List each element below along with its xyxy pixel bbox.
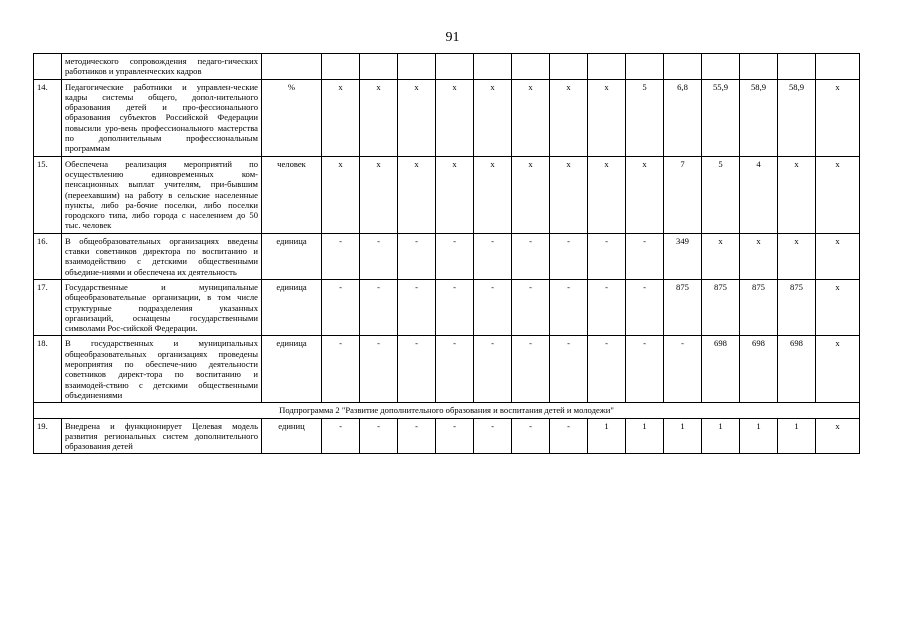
value-cell: 698 [778, 336, 816, 403]
value-cell: - [436, 418, 474, 454]
value-cell [816, 54, 860, 80]
value-cell: - [436, 279, 474, 335]
row-number: 14. [34, 79, 62, 156]
value-cell: x [778, 156, 816, 233]
value-cell: - [398, 418, 436, 454]
value-cell: - [550, 418, 588, 454]
value-cell: x [816, 418, 860, 454]
value-cell: 58,9 [778, 79, 816, 156]
value-cell: - [626, 336, 664, 403]
value-cell: x [398, 156, 436, 233]
value-cell: - [436, 233, 474, 279]
unit-cell: человек [262, 156, 322, 233]
value-cell: 1 [664, 418, 702, 454]
value-cell: 5 [626, 79, 664, 156]
value-cell: 1 [778, 418, 816, 454]
value-cell: - [550, 279, 588, 335]
unit-cell [262, 54, 322, 80]
indicator-description: Педагогические работники и управлен-ческие кадры системы общего, допол-нительного образования детей и про-фессионального образования субъектов Российской Федерации повысили уро-вень профессионального мастерства по дополнительным профессиональным программам [62, 79, 262, 156]
value-cell: - [322, 418, 360, 454]
unit-cell: единица [262, 279, 322, 335]
value-cell: - [512, 233, 550, 279]
value-cell: 875 [702, 279, 740, 335]
value-cell: x [436, 79, 474, 156]
value-cell: - [322, 336, 360, 403]
value-cell: x [512, 156, 550, 233]
value-cell: x [702, 233, 740, 279]
value-cell: - [360, 279, 398, 335]
value-cell: - [626, 233, 664, 279]
value-cell [702, 54, 740, 80]
value-cell: - [322, 279, 360, 335]
value-cell: x [588, 79, 626, 156]
row-number: 16. [34, 233, 62, 279]
row-number: 17. [34, 279, 62, 335]
value-cell: - [512, 418, 550, 454]
value-cell: - [550, 336, 588, 403]
value-cell: x [816, 279, 860, 335]
value-cell [778, 54, 816, 80]
value-cell: - [474, 279, 512, 335]
value-cell: 58,9 [740, 79, 778, 156]
value-cell: x [588, 156, 626, 233]
value-cell: - [436, 336, 474, 403]
indicator-description: методического сопровождения педаго-гических работников и управленческих кадров [62, 54, 262, 80]
value-cell: - [512, 279, 550, 335]
value-cell: x [816, 336, 860, 403]
value-cell: 7 [664, 156, 702, 233]
value-cell: - [588, 336, 626, 403]
value-cell: x [436, 156, 474, 233]
value-cell: 5 [702, 156, 740, 233]
value-cell: x [360, 79, 398, 156]
indicator-description: В общеобразовательных организациях введены ставки советников директора по воспитанию и взаимодействию с детскими общественными объедине-ниями и обеспечена их деятельность [62, 233, 262, 279]
value-cell: - [512, 336, 550, 403]
value-cell: x [474, 79, 512, 156]
indicator-description: Государственные и муниципальные общеобразовательные организации, в том числе структурные подразделения указанных организаций, оснащены государственными символами Рос-сийской Федерации. [62, 279, 262, 335]
value-cell: x [398, 79, 436, 156]
value-cell [588, 54, 626, 80]
value-cell: - [398, 233, 436, 279]
value-cell: x [474, 156, 512, 233]
value-cell [360, 54, 398, 80]
value-cell: 55,9 [702, 79, 740, 156]
value-cell: x [360, 156, 398, 233]
value-cell: - [398, 279, 436, 335]
row-number [34, 54, 62, 80]
table-row [34, 233, 860, 279]
value-cell: 4 [740, 156, 778, 233]
value-cell: 875 [778, 279, 816, 335]
value-cell: x [740, 233, 778, 279]
value-cell: - [626, 279, 664, 335]
value-cell: x [778, 233, 816, 279]
row-number: 15. [34, 156, 62, 233]
value-cell: - [322, 233, 360, 279]
value-cell: 349 [664, 233, 702, 279]
value-cell: x [512, 79, 550, 156]
value-cell: 1 [702, 418, 740, 454]
value-cell [322, 54, 360, 80]
indicator-description: В государственных и муниципальных общеобразовательных организациях проведены мероприятия по обеспече-нию деятельности советников директ-тора по воспитанию и взаимодей-ствию с детскими общественными объединениями [62, 336, 262, 403]
page-number: 91 [445, 30, 460, 45]
value-cell: - [360, 418, 398, 454]
subprogram-header-row [34, 403, 860, 418]
value-cell: 1 [740, 418, 778, 454]
unit-cell: % [262, 79, 322, 156]
value-cell: x [322, 156, 360, 233]
indicator-description: Обеспечена реализация мероприятий по осуществлению единовременных ком-пенсационных выплат учителям, при-бывшим (переехавшим) на работу в сельские населенные пункты, либо ра-бочие поселки, либо поселки городского типа, либо города с населением до 50 тыс. человек [62, 156, 262, 233]
value-cell [550, 54, 588, 80]
value-cell: x [550, 156, 588, 233]
value-cell: - [474, 418, 512, 454]
row-number: 18. [34, 336, 62, 403]
value-cell [474, 54, 512, 80]
table-row [34, 54, 860, 80]
value-cell: x [816, 79, 860, 156]
value-cell: 1 [626, 418, 664, 454]
value-cell: 6,8 [664, 79, 702, 156]
table-row [34, 79, 860, 156]
value-cell: - [664, 336, 702, 403]
subprogram-title: Подпрограмма 2 "Развитие дополнительного образования и воспитания детей и молодежи" [34, 403, 860, 418]
value-cell: - [398, 336, 436, 403]
value-cell: 698 [702, 336, 740, 403]
value-cell: 875 [740, 279, 778, 335]
indicator-description: Внедрена и функционирует Целевая модель развития региональных систем дополнительного образования детей [62, 418, 262, 454]
value-cell [436, 54, 474, 80]
unit-cell: единиц [262, 418, 322, 454]
value-cell: x [816, 233, 860, 279]
table-row [34, 336, 860, 403]
table-row [34, 156, 860, 233]
value-cell: x [626, 156, 664, 233]
value-cell: 698 [740, 336, 778, 403]
value-cell: 875 [664, 279, 702, 335]
value-cell: x [816, 156, 860, 233]
value-cell: - [588, 233, 626, 279]
value-cell: x [550, 79, 588, 156]
value-cell: - [550, 233, 588, 279]
value-cell: - [588, 279, 626, 335]
value-cell: x [322, 79, 360, 156]
table-row [34, 418, 860, 454]
unit-cell: единица [262, 336, 322, 403]
unit-cell: единица [262, 233, 322, 279]
table-row [34, 279, 860, 335]
value-cell: - [360, 336, 398, 403]
indicators-table [33, 53, 860, 454]
value-cell: - [474, 233, 512, 279]
row-number: 19. [34, 418, 62, 454]
value-cell: - [360, 233, 398, 279]
value-cell [398, 54, 436, 80]
value-cell [512, 54, 550, 80]
value-cell [626, 54, 664, 80]
value-cell: 1 [588, 418, 626, 454]
value-cell: - [474, 336, 512, 403]
value-cell [664, 54, 702, 80]
value-cell [740, 54, 778, 80]
